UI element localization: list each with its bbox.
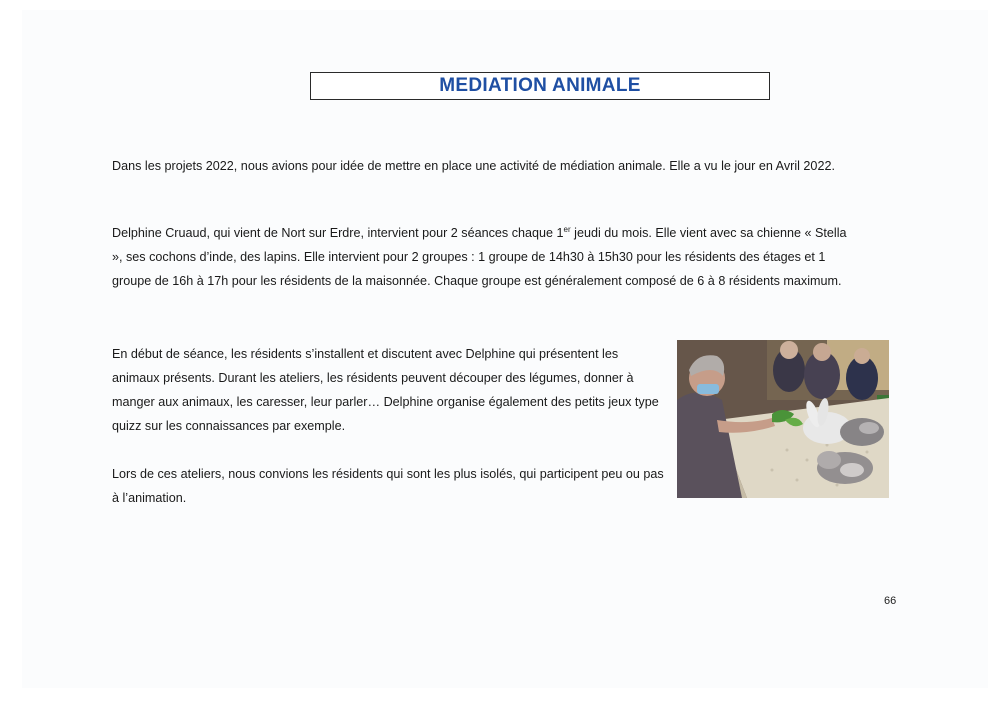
ordinal-superscript: er xyxy=(563,224,571,234)
page-title: MEDIATION ANIMALE xyxy=(439,75,641,96)
page-number: 66 xyxy=(884,595,897,607)
paragraph-intro: Dans les projets 2022, nous avions pour idée de mettre en place une activité de médiation animale. Elle a vu le jour en Avril 2022. xyxy=(112,159,835,173)
paragraph-intervenant-part-a: Delphine Cruaud, qui vient de Nort sur Erdre, intervient pour 2 séances chaque 1 xyxy=(112,226,564,240)
paragraph-residents: Lors de ces ateliers, nous convions les résidents qui sont les plus isolés, qui participent peu ou pas à l’animation. xyxy=(112,467,664,505)
title-box xyxy=(310,72,770,100)
paragraph-deroulement: En début de séance, les résidents s’installent et discutent avec Delphine qui présentent les animaux présents. Durant les ateliers, les résidents peuvent découper des légumes, donner à manger aux animaux, les caresser, leur parler… Delphine organise également des petits jeux type quizz sur les connaissances par exemple. xyxy=(112,347,659,433)
paragraph-intervenant-part-b: jeudi du mois. Elle vient avec sa chienne « Stella », ses cochons d’inde, des lapins. Elle intervient pour 2 groupes : 1 groupe de 14h30 à 15h30 pour les résidents des étages et 1 groupe de 16h à 17h pour les résidents de la maisonnée. Chaque groupe est généralement composé de 6 à 8 résidents maximum. xyxy=(112,226,847,288)
paragraph-intervenant xyxy=(112,221,852,293)
activity-photo xyxy=(677,340,889,498)
